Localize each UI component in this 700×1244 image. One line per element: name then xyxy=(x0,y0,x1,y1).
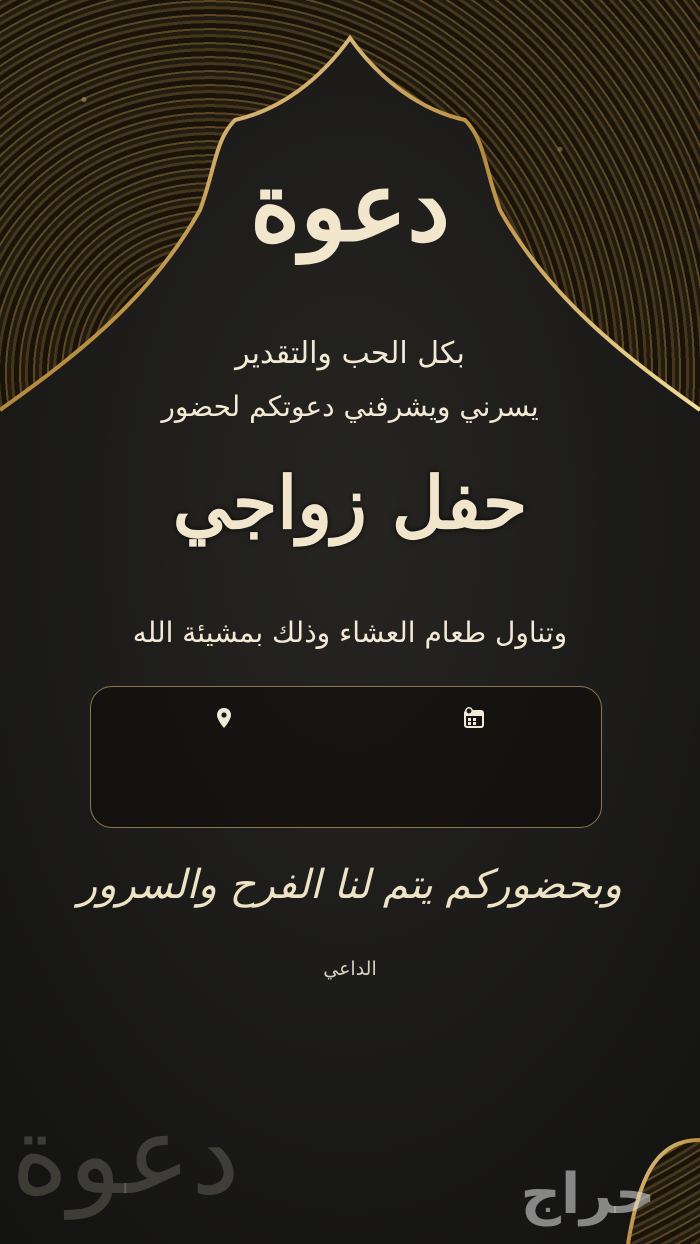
greeting-line: بكل الحب والتقدير xyxy=(235,336,465,371)
invite-line: يسرني ويشرفني دعوتكم لحضور xyxy=(161,390,539,423)
dinner-line: وتناول طعام العشاء وذلك بمشيئة الله xyxy=(132,616,568,649)
host-label: الداعي xyxy=(323,958,377,980)
calendar-clock-icon xyxy=(462,706,486,730)
closing-blessing: وبحضوركم يتم لنا الفرح والسرور xyxy=(77,862,623,908)
map-pin-icon xyxy=(212,706,236,730)
haraj-watermark-logo: حراج xyxy=(520,1162,656,1227)
event-title: حفل زواجي xyxy=(172,460,528,545)
corner-calligraphy-watermark: دعوة xyxy=(10,1091,240,1219)
header-calligraphy: دعوة xyxy=(250,150,450,263)
event-details-box xyxy=(90,686,602,828)
